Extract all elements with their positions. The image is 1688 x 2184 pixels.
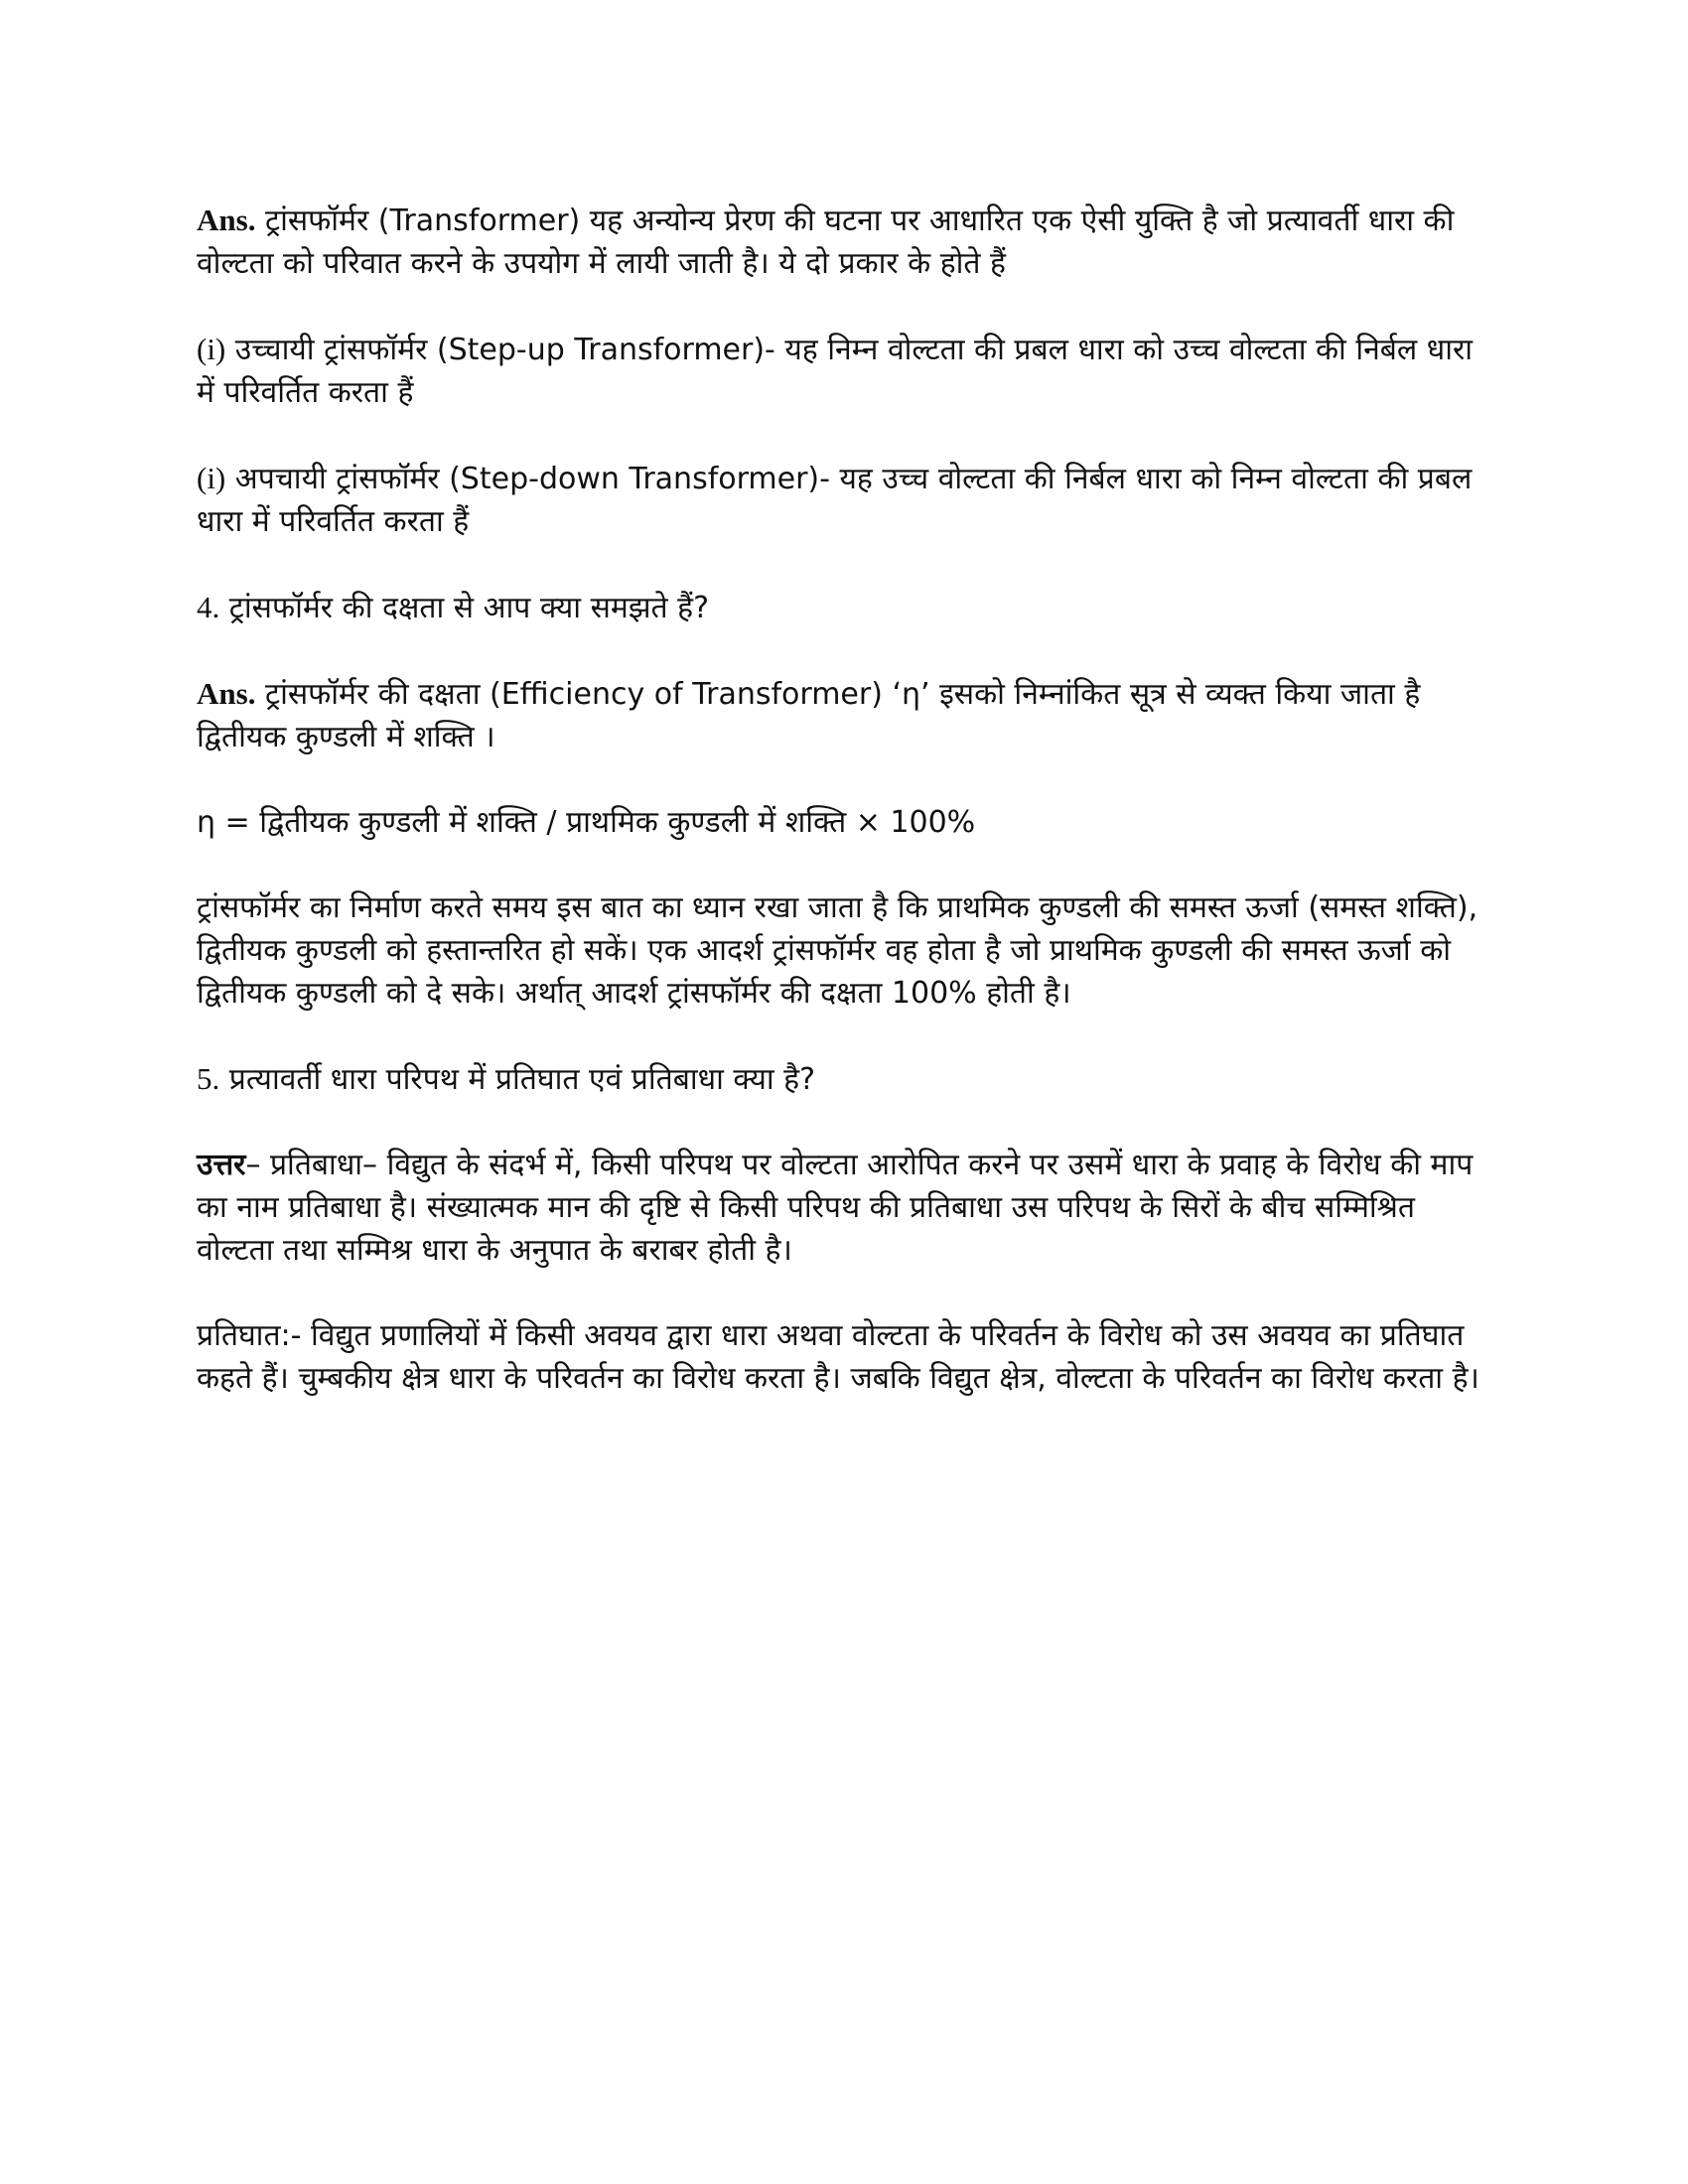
- list-marker: (i): [197, 461, 226, 495]
- question-text: प्रत्यावर्ती धारा परिपथ में प्रतिघात एवं प्रतिबाधा क्या है?: [219, 1062, 815, 1097]
- answer-transformer-definition: [197, 199, 1497, 285]
- answer-label: Ans.: [197, 203, 256, 237]
- answer-impedance: [197, 1144, 1497, 1272]
- question-4: [197, 586, 1497, 629]
- step-up-transformer-item: [197, 328, 1497, 414]
- paragraph-text: उच्चायी ट्रांसफॉर्मर (Step-up Transformer)- यह निम्न वोल्टता की प्रबल धारा को उच्च वोल्टता की निर्बल धारा में परिवर्तित करता हैं: [197, 333, 1474, 410]
- question-number: 4.: [197, 590, 220, 624]
- reactance-paragraph: प्रतिघात:- विद्युत प्रणालियों में किसी अवयव द्वारा धारा अथवा वोल्टता के परिवर्तन के विरोध को उस अवयव का प्रतिघात कहते हैं। चुम्बकीय क्षेत्र धारा के परिवर्तन का विरोध करता है। जबकि विद्युत क्षेत्र, वोल्टता के परिवर्तन का विरोध करता है।: [197, 1318, 1479, 1396]
- answer-efficiency: [197, 672, 1497, 758]
- efficiency-explanation: ट्रांसफॉर्मर का निर्माण करते समय इस बात का ध्यान रखा जाता है कि प्राथमिक कुण्डली की समस्त ऊर्जा (समस्त शक्ति), द्वितीयक कुण्डली को हस्तान्तरित हो सकें। एक आदर्श ट्रांसफॉर्मर वह होता है जो प्राथमिक कुण्डली की समस्त ऊर्जा को द्वितीयक कुण्डली को दे सके। अर्थात् आदर्श ट्रांसफॉर्मर की दक्षता 100% होती है।: [197, 890, 1478, 1011]
- answer-label: उत्तर: [197, 1148, 246, 1182]
- question-text: ट्रांसफॉर्मर की दक्षता से आप क्या समझते हैं?: [219, 591, 709, 625]
- paragraph-text: – प्रतिबाधा– विद्युत के संदर्भ में, किसी परिपथ पर वोल्टता आरोपित करने पर उसमें धारा के प्रवाह के विरोध की माप का नाम प्रतिबाधा है। संख्यात्मक मान की दृष्टि से किसी परिपथ की प्रतिबाधा उस परिपथ के सिरों के बीच सम्मिश्रित वोल्टता तथा सम्मिश्र धारा के अनुपात के बराबर होती है।: [197, 1148, 1474, 1268]
- answer-label: Ans.: [197, 676, 256, 711]
- document-page: [197, 199, 1497, 1442]
- paragraph-text: ट्रांसफॉर्मर (Transformer) यह अन्योन्य प्रेरण की घटना पर आधारित एक ऐसी युक्ति है जो प्रत्यावर्ती धारा की वोल्टता को परिवात करने के उपयोग में लायी जाती है। ये दो प्रकार के होते हैं: [197, 204, 1455, 281]
- paragraph-text: अपचायी ट्रांसफॉर्मर (Step-down Transformer)- यह उच्च वोल्टता की निर्बल धारा को निम्न वोल्टता की प्रबल धारा में परिवर्तित करता हैं: [197, 462, 1473, 539]
- paragraph-text: ट्रांसफॉर्मर की दक्षता (Efficiency of Transformer) ‘η’ इसको निम्नांकित सूत्र से व्यक्त किया जाता है द्वितीयक कुण्डली में शक्ति ।: [197, 677, 1421, 754]
- question-number: 5.: [197, 1061, 220, 1096]
- step-down-transformer-item: [197, 457, 1497, 543]
- efficiency-formula: η = द्वितीयक कुण्डली में शक्ति / प्राथमिक कुण्डली में शक्ति × 100%: [197, 805, 976, 840]
- list-marker: (i): [197, 332, 226, 366]
- question-5: [197, 1057, 1497, 1101]
